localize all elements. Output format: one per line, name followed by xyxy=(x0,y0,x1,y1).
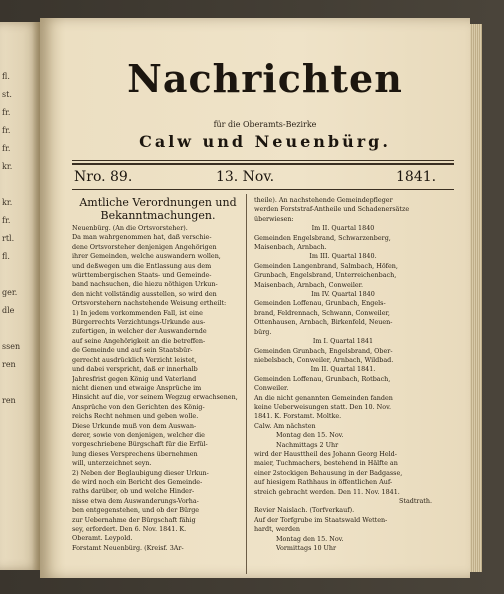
text-line: Gemeinden Loffenau, Grunbach, Engels- xyxy=(254,299,386,308)
text-line: theile). An nachstehende Gemeindepfleger xyxy=(254,196,393,204)
text-line: de Gemeinde und auf sein Staatsbür- xyxy=(72,346,193,355)
text-line: und deßwegen um die Entlassung aus dem xyxy=(72,261,212,270)
text-line: hardt, werden xyxy=(254,525,300,534)
page-edge xyxy=(470,24,482,572)
text-line: werden Forststraf-Antheile und Schadenersätze xyxy=(254,205,410,214)
section-heading: Amtliche Verordnungen und Bekanntmachungen. xyxy=(79,196,237,222)
text-line: auf hiesigem Rathhaus in öffentlichen Auf- xyxy=(254,478,393,487)
text-line: 1841. K. Forstamt. Moltke. xyxy=(254,412,342,421)
text-line: und dabei verspricht, daß er innerhalb xyxy=(72,365,198,374)
text-line: Maisenbach, Arnbach, Conweiler. xyxy=(254,280,364,289)
text-line: württembergischen Staats- und Gemeinde- xyxy=(72,271,212,280)
text-line: band nachsuchen, die hiezu nöthigen Urkun- xyxy=(72,280,218,289)
text-line: einer 2stockigen Behausung in der Badgasse, xyxy=(254,468,403,477)
text-line: Gemeinden Engelsbrand, Schwarzenberg, xyxy=(254,233,391,242)
text-line: gerrecht ausdrücklich Verzicht leistet, xyxy=(72,355,197,364)
left-page-fragment-text: fr. xyxy=(2,144,11,153)
text-line: Im I. Quartal 1841 xyxy=(312,337,374,346)
issue-year: 1841. xyxy=(396,169,437,185)
left-page-fragment-text: ren xyxy=(2,360,16,369)
text-line: Ansprüche von den Gerichten des König- xyxy=(72,402,205,411)
left-page-fragment-text: ger. xyxy=(2,288,18,297)
text-line: Da man wahrgenommen hat, daß verschie- xyxy=(72,233,212,242)
text-line: sey, erfordert. Den 6. Nov. 1841. K. xyxy=(72,525,187,533)
issue-date: 13. Nov. xyxy=(215,169,275,185)
text-line: maier, Tuchmachers, bestehend in Hälfte an xyxy=(254,459,398,468)
text-line: Ortsvorstehern nachstehende Weisung ertheilt: xyxy=(72,299,227,308)
text-line: streich gebracht werden. Den 11. Nov. 1841. xyxy=(254,487,400,496)
left-column xyxy=(72,196,244,553)
text-line: nicht dienen und etwaige Ansprüche im xyxy=(72,383,202,392)
newspaper-page xyxy=(40,18,470,578)
left-page-fragment xyxy=(0,22,40,570)
left-page-fragment-text: fr. xyxy=(2,126,11,135)
left-page-fragment-text: fl. xyxy=(2,72,10,81)
left-page-fragment-text: kr. xyxy=(2,162,13,171)
text-line: Grunbach, Engelsbrand, Unterreichenbach, xyxy=(254,271,397,280)
text-line: Ottenhausen, Arnbach, Birkenfeld, Neuen- xyxy=(254,318,393,327)
text-line: den nicht vollständig ausstellen, so wird den xyxy=(72,289,217,298)
left-page-fragment-text: ren xyxy=(2,396,16,405)
text-line: raths darüber, ob und welche Hinder- xyxy=(72,487,195,496)
text-line: Nachmittags 2 Uhr xyxy=(276,440,339,449)
text-line: brand, Feldrennach, Schwann, Conweiler, xyxy=(254,308,390,317)
right-column xyxy=(254,196,432,553)
text-line: Gemeinden Grunbach, Engelsbrand, Ober- xyxy=(254,346,393,355)
text-line: will, unterzeichnet seyn. xyxy=(72,459,152,468)
left-page-fragment-text: dle xyxy=(2,306,15,315)
text-line: lung dieses Versprechens übernehmen xyxy=(72,449,198,458)
text-line: keine Ueberweisungen statt. Den 10. Nov. xyxy=(254,402,391,411)
left-page-fragment-text: fr. xyxy=(2,108,11,117)
column-divider xyxy=(246,194,247,574)
text-line: niebelsbach, Conweiler, Arnbach, Wildbad. xyxy=(254,355,394,364)
text-line: Neuenbürg. (An die Ortsvorsteher). xyxy=(72,224,188,232)
text-line: Calw. Am nächsten xyxy=(254,421,316,430)
text-line: bürg. xyxy=(254,327,272,336)
text-line: ihrer Gemeinden, welche auswandern wollen, xyxy=(72,252,221,261)
left-page-fragment-text: ssen xyxy=(2,342,21,351)
text-line: Im II. Quartal 1840 xyxy=(311,224,375,233)
text-line: Jahresfrist gegen König und Vaterland xyxy=(72,374,197,383)
text-line: Hinsicht auf die, vor seinem Wegzug erwachsenen, xyxy=(72,393,238,402)
text-line: wird der Hausttheil des Johann Georg Held- xyxy=(254,449,397,458)
text-line: auf seine Angehörigkeit an die betreffen- xyxy=(72,336,206,345)
text-line: ben entgegenstehen, und ob der Bürge xyxy=(72,506,200,515)
masthead-subtitle: für die Oberamts-Bezirke xyxy=(213,120,317,129)
text-line: Conweiler. xyxy=(254,384,289,393)
left-page-fragment-text: fl. xyxy=(2,252,10,261)
text-line: nisse etwa dem Auswanderungs-Vorha- xyxy=(72,496,199,505)
masthead-title: Nachrichten xyxy=(127,56,403,101)
left-column-text xyxy=(72,224,244,553)
text-line: Stadtrath. xyxy=(399,497,432,505)
text-line: Diese Urkunde muß von dem Auswan- xyxy=(72,421,197,430)
text-line: 1) In jedem vorkommenden Fall, ist eine xyxy=(72,308,203,317)
left-page-fragment-text: fr. xyxy=(2,216,11,225)
text-line: de wird noch ein Bericht des Gemeinde- xyxy=(72,477,203,486)
left-page-fragment-text: kr. xyxy=(2,198,13,207)
rule-bottom xyxy=(72,189,454,190)
text-line: Gemeinden Langenbrand, Salmbach, Höfen, xyxy=(254,261,398,270)
masthead-region: Calw und Neuenbürg. xyxy=(139,132,391,151)
text-line: 2) Neben der Beglaubigung dieser Urkun- xyxy=(72,468,209,477)
text-line: An die nicht genannten Gemeinden fanden xyxy=(254,393,393,402)
text-line: Forstamt Neuenbürg. (Kreisf. 3Ar- xyxy=(72,543,184,552)
text-line: Montag den 15. Nov. xyxy=(276,431,344,440)
rule-top xyxy=(72,160,454,161)
text-line: Montag den 15. Nov. xyxy=(276,534,344,543)
text-line: Maisenbach, Arnbach. xyxy=(254,243,327,252)
text-line: Bürgerrechts Verzichtungs-Urkunde aus- xyxy=(72,318,206,327)
text-line: reichs Recht nehmen und geben wolle. xyxy=(72,412,199,421)
left-page-fragment-text: rtl. xyxy=(2,234,15,243)
text-line: Auf der Torfgrube im Staatswald Wetten- xyxy=(254,515,388,524)
text-line: dene Ortsvorsteher denjenigen Angehörigen xyxy=(72,242,217,251)
text-line: zufertigen, in welcher der Auswandernde xyxy=(72,327,207,336)
text-line: Im IV. Quartal 1840 xyxy=(311,290,375,299)
text-line: Oberamt. Leypold. xyxy=(72,534,133,543)
text-line: Gemeinden Loffenau, Grunbach, Rotbach, xyxy=(254,374,391,383)
rule-top-thick xyxy=(72,163,454,165)
text-line: Revier Naislach. (Torfverkauf). xyxy=(254,506,355,515)
text-line: Im II. Quartal 1841. xyxy=(310,365,376,374)
text-line: vorgeschriebene Bürgschaft für die Erfül- xyxy=(72,440,208,449)
text-line: Im III. Quartal 1840. xyxy=(309,252,377,261)
right-column-text xyxy=(254,196,432,553)
issue-number: Nro. 89. xyxy=(74,169,133,185)
text-line: Vormittags 10 Uhr xyxy=(276,544,337,553)
text-line: überwiesen: xyxy=(254,214,294,223)
left-page-fragment-text: st. xyxy=(2,90,12,99)
text-line: zur Uebernahme der Bürgschaft fähig xyxy=(72,515,196,524)
text-line: derer, sowie von denjenigen, welcher die xyxy=(72,430,205,439)
